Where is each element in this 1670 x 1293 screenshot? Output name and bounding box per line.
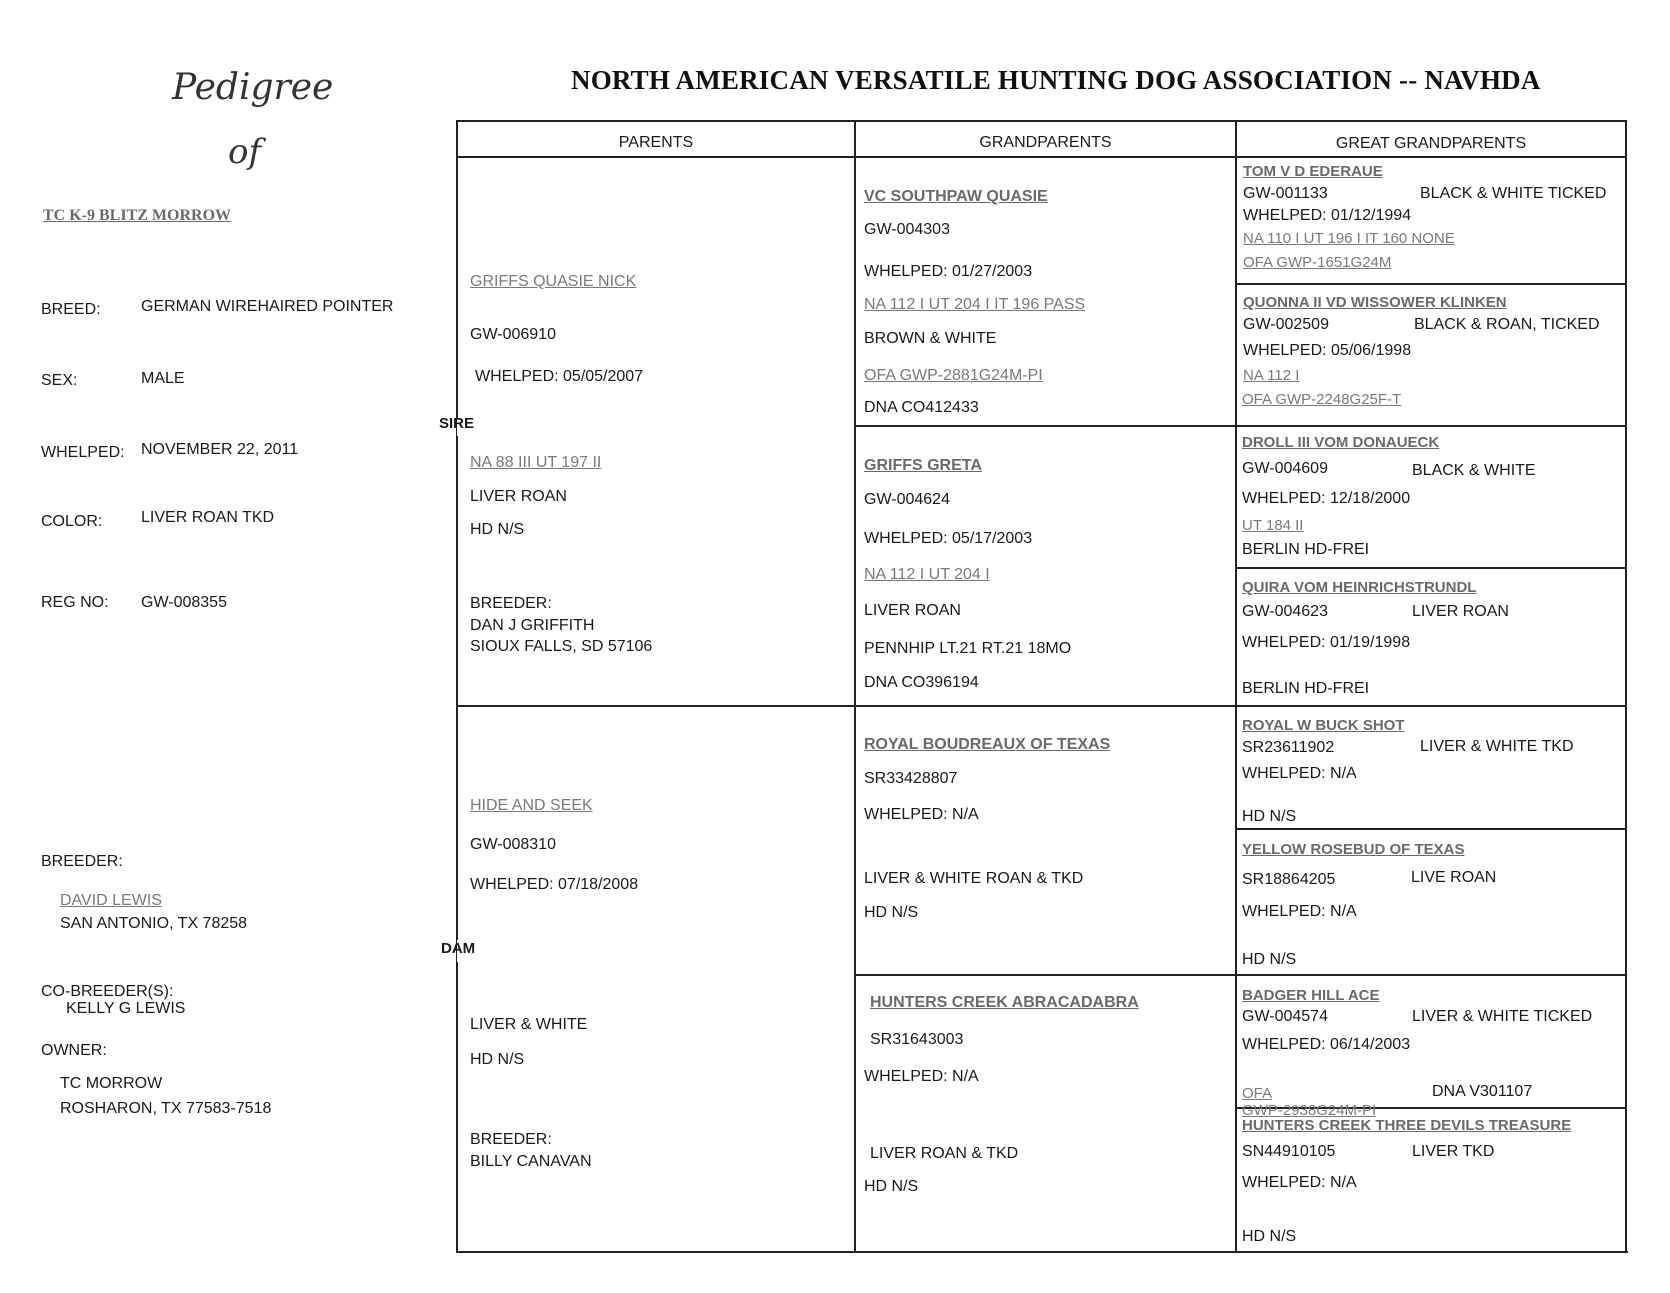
ggp4-name-link[interactable]: QUIRA VOM HEINRICHSTRUNDL (1242, 579, 1477, 596)
gp1-whelped: WHELPED: 01/27/2003 (864, 263, 1033, 280)
ggp1-name-link[interactable]: TOM V D EDERAUE (1243, 163, 1383, 180)
table-top-border (456, 120, 1626, 122)
ggp2-ofa-link[interactable]: OFA GWP-2248G25F-T (1242, 391, 1402, 408)
gp2-color: LIVER ROAN (864, 602, 961, 619)
owner-name: TC MORROW (60, 1075, 163, 1092)
sire-titles-link[interactable]: NA 88 III UT 197 II (470, 454, 602, 471)
ggp4-reg: GW-004623 (1242, 603, 1328, 620)
sex-value: MALE (141, 370, 185, 387)
gp2-name-link[interactable]: GRIFFS GRETA (864, 457, 982, 474)
sire-name-link[interactable]: GRIFFS QUASIE NICK (470, 273, 637, 290)
ggp6-hd: HD N/S (1242, 951, 1297, 968)
ggp5-color: LIVER & WHITE TKD (1420, 738, 1574, 755)
gp2-whelped: WHELPED: 05/17/2003 (864, 530, 1033, 547)
sire-hd: HD N/S (470, 521, 525, 538)
reg-value: GW-008355 (141, 594, 227, 611)
ggp-divider-3 (1235, 567, 1626, 569)
ggp4-color: LIVER ROAN (1412, 603, 1509, 620)
owner-label: OWNER: (41, 1042, 107, 1059)
sire-label: SIRE (439, 415, 475, 432)
gp3-hd: HD N/S (864, 904, 919, 921)
ggp7-whelped: WHELPED: 06/14/2003 (1242, 1036, 1411, 1053)
gp1-name-link[interactable]: VC SOUTHPAW QUASIE (864, 188, 1048, 205)
table-right-border (1625, 120, 1627, 1253)
dam-name-link[interactable]: HIDE AND SEEK (470, 797, 593, 814)
ggp4-whelped: WHELPED: 01/19/1998 (1242, 634, 1411, 651)
ggp3-extra: BERLIN HD-FREI (1242, 541, 1370, 558)
gp4-whelped: WHELPED: N/A (864, 1068, 979, 1085)
ggp8-reg: SN44910105 (1242, 1143, 1336, 1160)
sire-breeder-city: SIOUX FALLS, SD 57106 (470, 638, 653, 655)
gp4-reg: SR31643003 (870, 1031, 964, 1048)
ggp8-name-link[interactable]: HUNTERS CREEK THREE DEVILS TREASURE (1242, 1117, 1572, 1134)
ggp7-ofa-link[interactable]: OFA (1242, 1085, 1273, 1102)
gp3-reg: SR33428807 (864, 770, 958, 787)
breeder-name-link[interactable]: DAVID LEWIS (60, 892, 162, 909)
ggp3-name-link[interactable]: DROLL III VOM DONAUECK (1242, 434, 1440, 451)
col-header-great-grandparents: GREAT GRANDPARENTS (1335, 135, 1527, 152)
gp4-name-link[interactable]: HUNTERS CREEK ABRACADABRA (870, 994, 1139, 1011)
gp3-name-link[interactable]: ROYAL BOUDREAUX OF TEXAS (864, 736, 1111, 753)
gp4-hd: HD N/S (864, 1178, 919, 1195)
col-header-grandparents: GRANDPARENTS (979, 134, 1112, 151)
ggp7-ofa-cutoff-link[interactable]: GWP-2938G24M-PI (1242, 1102, 1377, 1119)
breeder-label: BREEDER: (41, 853, 123, 870)
ggp1-reg: GW-001133 (1243, 185, 1328, 202)
whelped-value: NOVEMBER 22, 2011 (141, 441, 299, 458)
ggp6-color: LIVE ROAN (1411, 869, 1497, 886)
table-bottom-border (458, 1251, 1628, 1253)
dam-reg: GW-008310 (470, 836, 556, 853)
color-value: LIVER ROAN TKD (141, 509, 275, 526)
gp-divider-bottom (854, 974, 1626, 976)
gp2-hip: PENNHIP LT.21 RT.21 18MO (864, 640, 1072, 657)
ggp5-name-link[interactable]: ROYAL W BUCK SHOT (1242, 717, 1405, 734)
gp2-titles-link[interactable]: NA 112 I UT 204 I (864, 566, 990, 583)
breed-label: BREED: (41, 301, 101, 318)
header-row-divider (456, 156, 1626, 158)
gp2-dna: DNA CO396194 (864, 674, 979, 691)
whelped-label: WHELPED: (41, 444, 125, 461)
owner-city: ROSHARON, TX 77583-7518 (60, 1100, 272, 1117)
cobreeder-name: KELLY G LEWIS (66, 1000, 186, 1017)
col-divider-1 (854, 120, 856, 1253)
sire-reg: GW-006910 (470, 326, 556, 343)
sire-dam-divider (456, 705, 1626, 707)
table-left-border (456, 120, 458, 1253)
ggp7-dna: DNA V301107 (1432, 1083, 1533, 1100)
sex-label: SEX: (41, 372, 78, 389)
ggp8-hd: HD N/S (1242, 1228, 1297, 1245)
ggp2-color: BLACK & ROAN, TICKED (1414, 316, 1600, 333)
dam-breeder-label: BREEDER: (470, 1131, 552, 1148)
gp3-whelped: WHELPED: N/A (864, 806, 979, 823)
ggp8-whelped: WHELPED: N/A (1242, 1174, 1357, 1191)
sire-breeder-name: DAN J GRIFFITH (470, 617, 595, 634)
gp4-color: LIVER ROAN & TKD (870, 1145, 1019, 1162)
gp2-reg: GW-004624 (864, 491, 950, 508)
ggp1-titles-link[interactable]: NA 110 I UT 196 I IT 160 NONE (1243, 230, 1455, 247)
gp1-titles-link[interactable]: NA 112 I UT 204 I IT 196 PASS (864, 296, 1086, 313)
col-divider-2 (1235, 120, 1237, 1253)
ggp4-extra: BERLIN HD-FREI (1242, 680, 1370, 697)
color-label: COLOR: (41, 513, 103, 530)
ggp2-name-link[interactable]: QUONNA II VD WISSOWER KLINKEN (1243, 294, 1507, 311)
col-header-parents: PARENTS (618, 134, 694, 151)
ggp7-name-link[interactable]: BADGER HILL ACE (1242, 987, 1380, 1004)
ggp7-color: LIVER & WHITE TICKED (1412, 1008, 1593, 1025)
ggp-divider-5 (1235, 828, 1626, 830)
ggp3-color: BLACK & WHITE (1412, 462, 1536, 479)
sire-whelped: WHELPED: 05/05/2007 (475, 368, 644, 385)
ggp7-reg: GW-004574 (1242, 1008, 1328, 1025)
cobreeder-label: CO-BREEDER(S): (41, 983, 174, 1000)
ggp1-color: BLACK & WHITE TICKED (1420, 185, 1607, 202)
gp1-ofa-link[interactable]: OFA GWP-2881G24M-PI (864, 367, 1043, 384)
dam-color: LIVER & WHITE (470, 1016, 588, 1033)
association-title: NORTH AMERICAN VERSATILE HUNTING DOG ASSOCIATION -- NAVHDA (571, 65, 1541, 95)
sire-color: LIVER ROAN (470, 488, 567, 505)
pedigree-title: Pedigree (172, 67, 334, 108)
dam-hd: HD N/S (470, 1051, 525, 1068)
gp1-color: BROWN & WHITE (864, 330, 997, 347)
dam-whelped: WHELPED: 07/18/2008 (470, 876, 639, 893)
ggp2-whelped: WHELPED: 05/06/1998 (1243, 342, 1412, 359)
ggp5-reg: SR23611902 (1242, 739, 1335, 756)
ggp1-whelped: WHELPED: 01/12/1994 (1243, 207, 1412, 224)
dog-name-link[interactable]: TC K-9 BLITZ MORROW (43, 207, 232, 224)
ggp2-reg: GW-002509 (1243, 316, 1329, 333)
ggp3-titles-link[interactable]: UT 184 II (1242, 517, 1304, 534)
sire-breeder-label: BREEDER: (470, 595, 552, 612)
ggp6-name-link[interactable]: YELLOW ROSEBUD OF TEXAS (1242, 841, 1465, 858)
ggp6-whelped: WHELPED: N/A (1242, 903, 1357, 920)
gp1-reg: GW-004303 (864, 221, 950, 238)
ggp1-ofa-link[interactable]: OFA GWP-1651G24M (1243, 254, 1392, 271)
ggp3-reg: GW-004609 (1242, 460, 1328, 477)
gp-divider-top (854, 425, 1626, 427)
ggp8-color: LIVER TKD (1412, 1143, 1495, 1160)
ggp2-titles-link[interactable]: NA 112 I (1243, 367, 1300, 384)
ggp6-reg: SR18864205 (1242, 871, 1336, 888)
breeder-city: SAN ANTONIO, TX 78258 (60, 915, 248, 932)
ggp5-hd: HD N/S (1242, 808, 1297, 825)
breed-value: GERMAN WIREHAIRED POINTER (141, 298, 394, 315)
gp3-color: LIVER & WHITE ROAN & TKD (864, 870, 1084, 887)
dam-breeder-name: BILLY CANAVAN (470, 1153, 592, 1170)
gp1-dna: DNA CO412433 (864, 399, 979, 416)
dam-label: DAM (441, 940, 476, 957)
ggp5-whelped: WHELPED: N/A (1242, 765, 1357, 782)
ggp3-whelped: WHELPED: 12/18/2000 (1242, 490, 1411, 507)
reg-label: REG NO: (41, 594, 109, 611)
of-word: of (228, 132, 262, 172)
ggp-divider-1 (1235, 283, 1626, 285)
